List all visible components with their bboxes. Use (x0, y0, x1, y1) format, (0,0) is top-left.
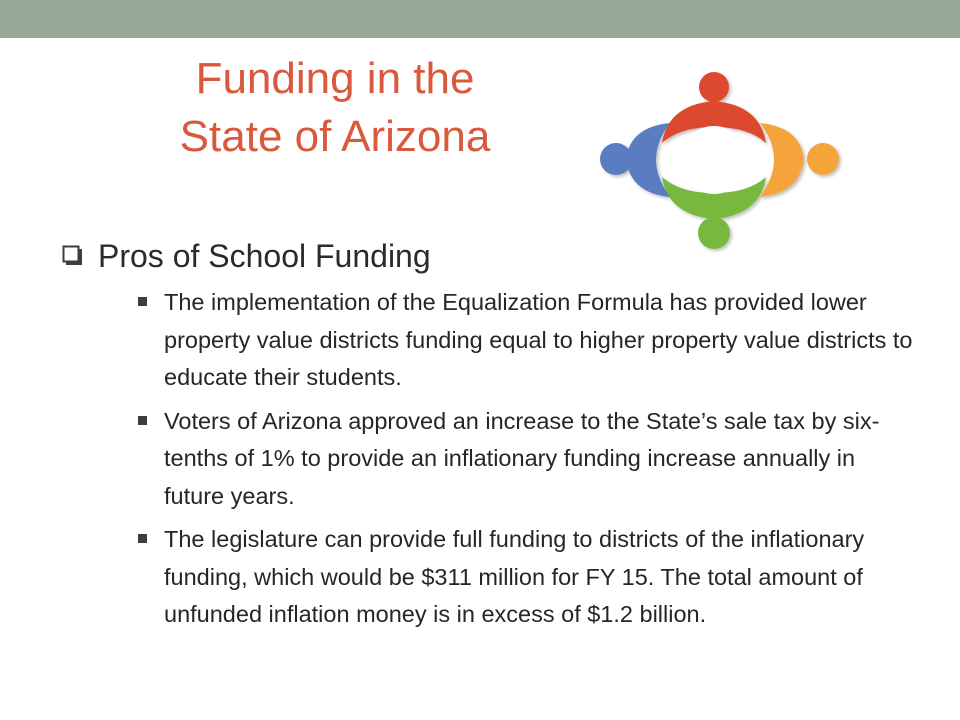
list-item-text: The implementation of the Equalization Formula has provided lower property value districts funding equal to higher property value districts to educate their students. (164, 289, 913, 390)
bullet-list (138, 284, 918, 640)
people-circle-icon (590, 65, 850, 255)
slide-title (110, 50, 560, 166)
list-item-text: Voters of Arizona approved an increase to the State’s sale tax by six-tenths of 1% to provide an inflationary funding increase annually in future years. (164, 407, 880, 509)
square-bullet-icon (138, 416, 147, 425)
square-bullet-icon (138, 534, 147, 543)
checkbox-bullet-icon (62, 245, 98, 267)
top-banner (0, 0, 960, 38)
list-item (138, 284, 918, 397)
list-item (138, 521, 918, 634)
figure-orange (760, 123, 839, 197)
figure-blue (600, 123, 670, 197)
title-line-1: Funding in the (195, 54, 475, 103)
heading-text: Pros of School Funding (98, 237, 431, 274)
list-item (138, 403, 918, 516)
list-item-text: The legislature can provide full funding to districts of the inflationary funding, which would be $311 million for FY 15. The total amount of unfunded inflation money is in excess of $1.2 billion. (164, 526, 865, 627)
square-bullet-icon (138, 297, 147, 306)
section-heading (62, 234, 431, 278)
title-line-2: State of Arizona (179, 112, 491, 161)
